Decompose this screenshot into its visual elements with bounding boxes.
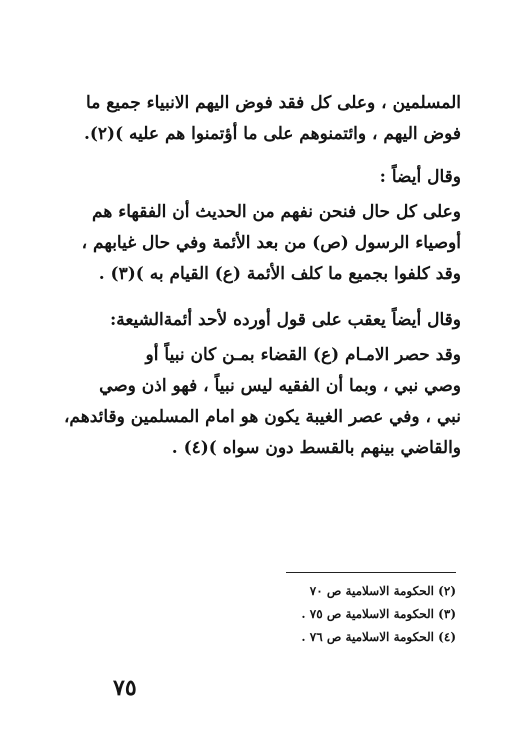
text-line: نبي ، وفي عصر الغيبة يكون هو امام المسلمين وقائدهم، bbox=[63, 407, 461, 427]
footnote-item: (٣) الحكومة الاسلامية ص ٧٥ . bbox=[301, 607, 456, 621]
text-line: أوصياء الرسول (ص) من بعد الأئمة وفي حال غيابهم ، bbox=[81, 233, 461, 253]
footnote-item: (٤) الحكومة الاسلامية ص ٧٦ . bbox=[301, 630, 456, 644]
paragraph-1 bbox=[61, 88, 461, 150]
text-line: وقال أيضاً : bbox=[379, 167, 461, 187]
text-line: وصي نبي ، وبما أن الفقيه ليس نبياً ، فهو اذن وصي bbox=[99, 376, 461, 396]
text-line: وقد حصر الامـام (ع) القضاء بمـن كان نبياً أو bbox=[145, 345, 461, 365]
footnotes-list bbox=[236, 580, 456, 649]
paragraph-5 bbox=[61, 340, 461, 464]
paragraph-3 bbox=[61, 197, 461, 290]
text-line: المسلمين ، وعلى كل فقد فوض اليهم الانبياء جميع ما bbox=[86, 93, 461, 113]
text-line: وعلى كل حال فنحن نفهم من الحديث أن الفقهاء هم bbox=[92, 202, 461, 222]
text-line: فوض اليهم ، وائتمنوهم على ما أؤتمنوا هم عليه )(٢). bbox=[83, 124, 461, 144]
paragraph-2 bbox=[61, 162, 461, 193]
footnote-item: (٢) الحكومة الاسلامية ص ٧٠ bbox=[309, 584, 456, 598]
paragraph-4 bbox=[61, 305, 461, 336]
text-line: وقال أيضاً يعقب على قول أورده لأحد أئمةالشيعة: bbox=[109, 310, 461, 330]
page-number: ٧٥ bbox=[113, 675, 137, 701]
footnote-divider bbox=[286, 572, 456, 573]
text-line: وقد كلفوا بجميع ما كلف الأئمة (ع) القيام به )(٣) . bbox=[98, 264, 461, 284]
text-line: والقاضي بينهم بالقسط دون سواه )(٤) . bbox=[171, 438, 461, 458]
